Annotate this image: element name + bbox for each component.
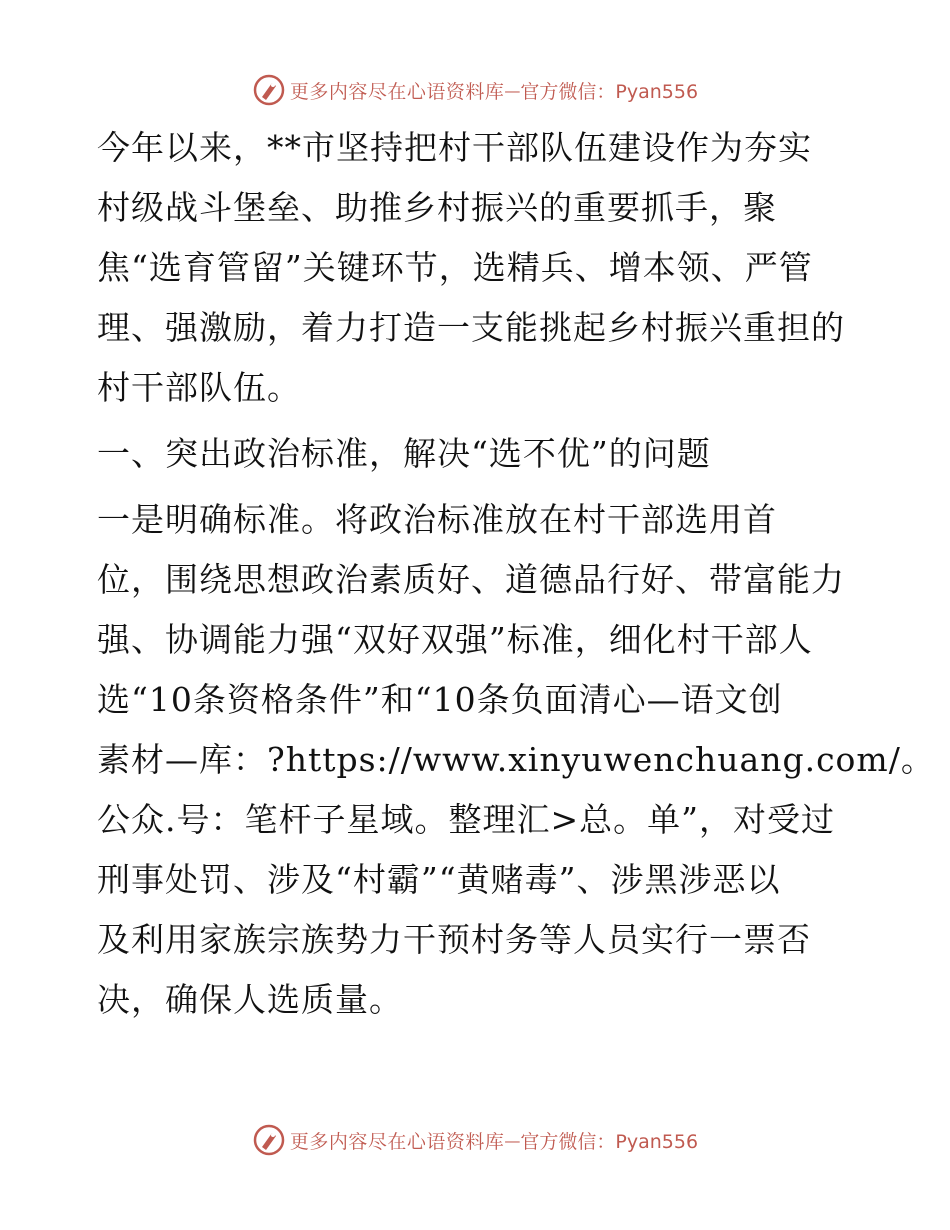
text-line: 焦“选育管留”关键环节，选精兵、增本领、严管 bbox=[97, 248, 813, 287]
banner-dash: — bbox=[504, 80, 521, 100]
text-line: 今年以来，**市坚持把村干部队伍建设作为夯实 bbox=[97, 128, 812, 167]
pen-nib-circle-icon bbox=[252, 73, 286, 107]
footer-watermark bbox=[0, 1120, 950, 1160]
banner-title: 更多内容尽在心语资料库 bbox=[289, 1130, 505, 1153]
text-line: 决，确保人选质量。 bbox=[97, 980, 403, 1019]
text-line: 素材—库：?https://www.xinyuwenchuang.com/。 bbox=[97, 740, 935, 779]
text-line: 村干部队伍。 bbox=[97, 368, 301, 407]
banner-wechat: 官方微信：Pyan556 bbox=[520, 80, 699, 103]
intro-paragraph bbox=[97, 118, 857, 418]
text-line: 理、强激励，着力打造一支能挑起乡村振兴重担的 bbox=[97, 308, 845, 347]
text-line: 刑事处罚、涉及“村霸”“黄赌毒”、涉黑涉恶以 bbox=[97, 860, 781, 899]
text-line: 村级战斗堡垒、助推乡村振兴的重要抓手，聚 bbox=[97, 188, 777, 227]
pen-nib-circle-icon bbox=[252, 1123, 286, 1157]
document-body bbox=[97, 118, 935, 1030]
text-line: 强、协调能力强“双好双强”标准，细化村干部人 bbox=[97, 620, 813, 659]
text-line: 位，围绕思想政治素质好、道德品行好、带富能力 bbox=[97, 560, 845, 599]
body-paragraph bbox=[97, 490, 935, 1030]
heading-line: 一、突出政治标准，解决“选不优”的问题 bbox=[97, 434, 711, 473]
text-line: 一是明确标准。将政治标准放在村干部选用首 bbox=[97, 500, 777, 539]
text-line: 及利用家族宗族势力干预村务等人员实行一票否 bbox=[97, 920, 811, 959]
header-watermark bbox=[0, 70, 950, 110]
banner-dash: — bbox=[504, 1130, 521, 1150]
banner-title: 更多内容尽在心语资料库 bbox=[289, 80, 505, 103]
section-heading bbox=[97, 424, 857, 484]
banner-wechat: 官方微信：Pyan556 bbox=[520, 1130, 699, 1153]
text-line: 公众.号：笔杆子星域。整理汇>总。单”，对受过 bbox=[97, 800, 836, 839]
text-line: 选“10条资格条件”和“10条负面清心—语文创 bbox=[97, 680, 783, 719]
